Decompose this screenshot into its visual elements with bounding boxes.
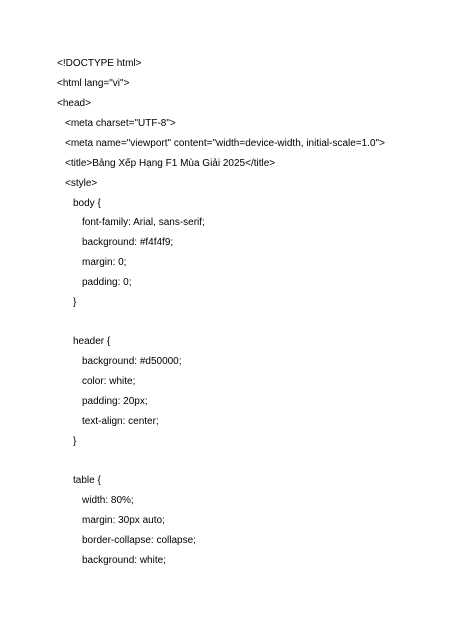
code-line: <!DOCTYPE html> bbox=[57, 58, 142, 69]
code-line: margin: 0; bbox=[82, 257, 127, 268]
code-line: header { bbox=[73, 336, 111, 347]
code-line: background: #f4f4f9; bbox=[82, 237, 174, 248]
code-line: padding: 0; bbox=[82, 277, 132, 288]
code-line: <style> bbox=[65, 178, 98, 189]
code-line: padding: 20px; bbox=[82, 396, 148, 407]
code-line: } bbox=[73, 297, 77, 308]
code-line: text-align: center; bbox=[82, 416, 159, 427]
code-line: } bbox=[73, 436, 77, 447]
code-line: margin: 30px auto; bbox=[82, 515, 165, 526]
code-line: <meta charset="UTF-8"> bbox=[65, 118, 176, 129]
code-line: <title>Bảng Xếp Hạng F1 Mùa Giải 2025</title> bbox=[65, 158, 276, 169]
code-line: <meta name="viewport" content="width=device-width, initial-scale=1.0"> bbox=[65, 138, 385, 149]
code-line: width: 80%; bbox=[82, 495, 134, 506]
code-line: <html lang="vi"> bbox=[57, 78, 130, 89]
code-line: <head> bbox=[57, 98, 91, 109]
code-line: color: white; bbox=[82, 376, 136, 387]
code-line: background: white; bbox=[82, 555, 166, 566]
code-line: background: #d50000; bbox=[82, 356, 182, 367]
code-line: border-collapse: collapse; bbox=[82, 535, 196, 546]
code-line: body { bbox=[73, 198, 101, 209]
code-line: table { bbox=[73, 475, 101, 486]
code-line: font-family: Arial, sans-serif; bbox=[82, 217, 205, 228]
